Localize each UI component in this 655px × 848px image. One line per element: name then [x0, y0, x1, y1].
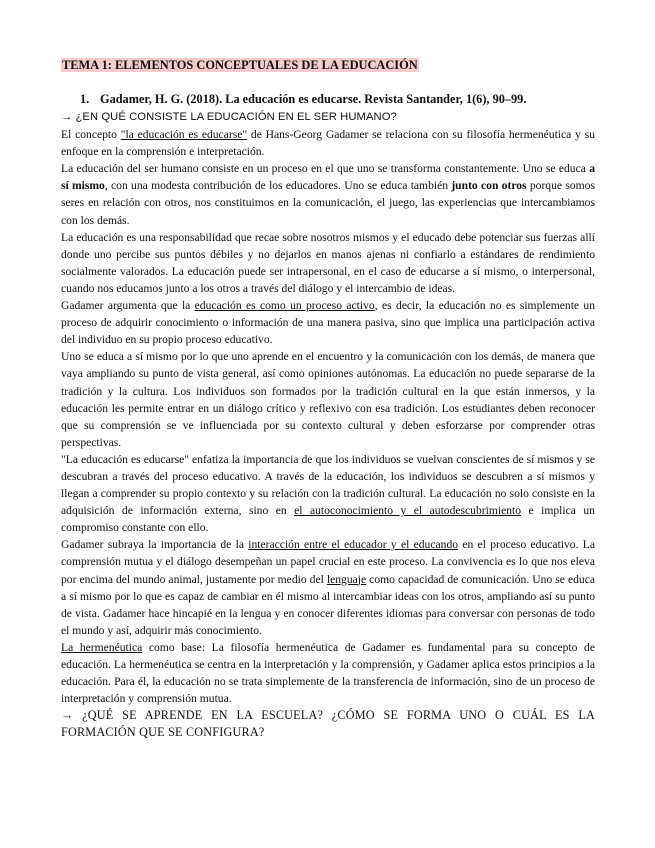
reference-item — [80, 92, 526, 107]
reference-text: Gadamer, H. G. (2018). La educación es educarse. Revista Santander, 1(6), 90–99. — [100, 92, 527, 106]
bold-phrase: a sí mismo — [61, 162, 595, 193]
underlined-phrase: educación es como un proceso activo — [194, 299, 375, 313]
paragraph-6: "La educación es educarse" enfatiza la importancia de que los individuos se vuelvan conscientes de sí mismos y se descubran a través del proceso educativo. A través de la educación, los individuos se descubren a sí mismos y llegan a comprender su propio contexto y su relación con la tradición cultural. La educación no solo consiste en la adquisición de información externa, sino en el autoconocimiento y el autodescubrimiento e implica un compromiso constante con ello. — [61, 452, 595, 535]
page-title — [61, 58, 419, 73]
paragraph-2: La educación del ser humano consiste en un proceso en el que uno se transforma constantemente. Uno se educa a sí mismo, con una modesta contribución de los educadores. Uno se educa también junto con otros porque somos seres en relación con otros, nos constituimos en la comunicación, el juego, las experiencias que intercambiamos con los demás. — [61, 162, 595, 227]
reference-number: 1. — [80, 92, 90, 106]
section-heading-2: → ¿QUÉ SE APRENDE EN LA ESCUELA? ¿CÓMO SE FORMA UNO O CUÁL ES LA FORMACIÓN QUE SE CONFIGURA? — [61, 708, 595, 740]
underlined-phrase: el autoconocimiento y el autodescubrimiento — [294, 504, 522, 518]
underlined-phrase: lenguaje — [326, 572, 367, 586]
underlined-phrase: "la educación es educarse" — [120, 128, 248, 142]
paragraph-8: La hermenéutica como base: La filosofía hermenéutica de Gadamer es fundamental para su concepto de educación. La hermenéutica se centra en la interpretación y la comprensión, y Gadamer aplica estos principios a la educación. Para él, la educación no se trata simplemente de la transferencia de información, sino de un proceso de interpretación y comprensión mutua. — [61, 640, 595, 706]
section-heading-1: → ¿EN QUÉ CONSISTE LA EDUCACIÓN EN EL SER HUMANO? — [61, 111, 397, 123]
document-body — [61, 109, 595, 741]
paragraph-4: Gadamer argumenta que la educación es como un proceso activo, es decir, la educación no es simplemente un proceso de adquirir conocimiento o información de una manera pasiva, sino que implica una participación activa del individuo en su propio proceso educativo. — [61, 299, 595, 347]
underlined-phrase: interacción entre el educador y el educando — [248, 538, 459, 552]
bold-phrase: junto con otros — [451, 179, 527, 193]
paragraph-5: Uno se educa a sí mismo por lo que uno aprende en el encuentro y la comunicación con los demás, de manera que vaya ampliando su punto de vista general, así como opiniones autónomas. La educación no puede separarse de la tradición y la cultura. Los individuos son formados por la tradición cultural en la que están inmersos, y la educación les permite entrar en un diálogo crítico y reflexivo con esa tradición. Los estudiantes deben reconocer que su comprensión se ve influenciada por su contexto cultural y deben esforzarse por comprender otras perspectivas. — [61, 350, 595, 449]
paragraph-3: La educación es una responsabilidad que recae sobre nosotros mismos y el educado debe potenciar sus fuerzas allí donde uno percibe sus puntos débiles y no dejarlos en manos ajenas ni confiarlo a estándares de rendimiento socialmente valorados. La educación puede ser intrapersonal, en el caso de educarse a sí mismo, o interpersonal, cuando nos educamos junto a los otros a través del diálogo y el intercambio de ideas. — [61, 230, 595, 295]
paragraph-7: Gadamer subraya la importancia de la interacción entre el educador y el educando en el proceso educativo. La comprensión mutua y el diálogo desempeñan un papel crucial en este proceso. La convivencia es lo que nos eleva por encima del mundo animal, justamente por medio del lenguaje como capacidad de comunicación. Uno se educa a sí mismo por lo que es capaz de cambiar en él mismo al intercambiar ideas con los otros, ampliando así su punto de vista. Gadamer hace hincapié en la lengua y en conocer diferentes idiomas para conversar con personas de todo el mundo y así, adquirir más conocimiento. — [61, 538, 595, 637]
paragraph-1: El concepto "la educación es educarse" de Hans-Georg Gadamer se relaciona con su filosofía hermenéutica y su enfoque en la comprensión e interpretación. — [61, 128, 595, 159]
underlined-phrase: La hermenéutica — [61, 640, 143, 654]
title-highlight: TEMA 1: ELEMENTOS CONCEPTUALES DE LA EDUCACIÓN — [62, 58, 418, 72]
